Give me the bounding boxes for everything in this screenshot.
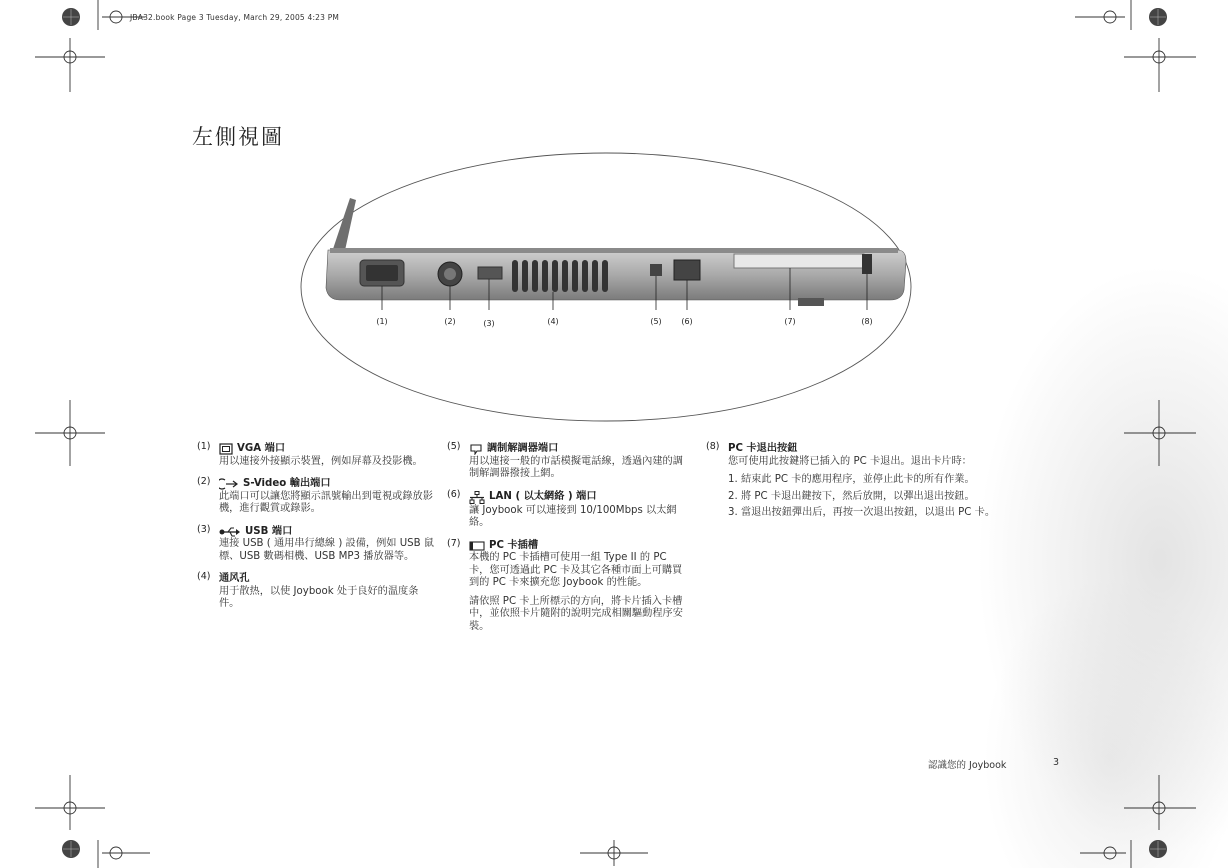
column-2 xyxy=(447,443,687,643)
entry-title: USB 端口 xyxy=(245,525,293,537)
pccard-slot-graphic xyxy=(734,254,864,268)
entry-number: (4) xyxy=(197,571,211,582)
entry-body: 用于散热，以使 Joybook 处于良好的温度条件。 xyxy=(219,585,419,609)
entry-vent xyxy=(197,573,435,611)
usb-port-graphic xyxy=(478,267,502,279)
entry-title: S-Video 輸出端口 xyxy=(243,478,331,489)
entry-body: 用以連接外接顯示裝置，例如屏幕及投影機。 xyxy=(219,455,423,467)
entry-heading xyxy=(469,491,687,505)
svideo-icon xyxy=(219,478,239,490)
entry-heading xyxy=(219,573,435,586)
page-title: 左側視圖 xyxy=(192,125,284,149)
entry-number: (3) xyxy=(197,523,211,535)
laptop-left-side-figure xyxy=(300,150,912,428)
entry-number: (8) xyxy=(706,441,720,452)
entry-title: 通风孔 xyxy=(219,573,250,584)
entry-heading xyxy=(728,443,1031,456)
entry-heading xyxy=(219,478,435,491)
entry-pccard-eject xyxy=(706,443,1031,520)
entry-number: (1) xyxy=(197,441,211,452)
entry-heading xyxy=(219,526,435,539)
list-item: 3. 當退出按鈕彈出后，再按一次退出按鈕，以退出 PC 卡。 xyxy=(728,507,996,518)
entry-number: (6) xyxy=(447,488,461,500)
monitor-icon xyxy=(219,443,233,455)
print-header: JBA32.book Page 3 Tuesday, March 29, 2005 4:23 PM xyxy=(130,13,340,22)
entry-body-paragraph: 本機的 PC 卡插槽可使用一組 Type II 的 PC 卡，您可透過此 PC 卡及其它各種市面上可購買到的 PC 卡來擴充您 Joybook 的性能。 xyxy=(469,552,683,588)
column-1 xyxy=(197,443,435,621)
entry-body-paragraph: 您可使用此按鍵將已插入的 PC 卡退出。退出卡片時： xyxy=(728,455,972,467)
column-3 xyxy=(706,443,1031,530)
callout-2: (2) xyxy=(444,317,456,326)
entry-body xyxy=(469,552,687,633)
entry-body: 連接 USB ( 通用串行總線 ) 設備，例如 USB 鼠標、USB 數碼相機、USB MP3 播放器等。 xyxy=(219,538,435,562)
callout-6: (6) xyxy=(681,317,693,326)
modem-port-graphic xyxy=(650,264,662,276)
entry-modem-port xyxy=(447,443,687,481)
entry-usb-port xyxy=(197,523,435,564)
lan-port-graphic xyxy=(674,260,700,280)
entry-number: (7) xyxy=(447,537,461,549)
eject-steps-list xyxy=(728,474,1031,520)
entry-heading xyxy=(219,443,435,456)
pccard-eject-graphic xyxy=(862,254,872,274)
entry-title: PC 卡插槽 xyxy=(489,539,539,551)
callout-1: (1) xyxy=(376,317,388,326)
entry-body-paragraph: 請依照 PC 卡上所標示的方向，將卡片插入卡槽中，並依照卡片隨附的說明完成相關驅動程序安裝。 xyxy=(469,595,683,632)
list-item: 2. 將 PC 卡退出鍵按下，然后放開，以彈出退出按鈕。 xyxy=(728,490,975,502)
entry-vga-port xyxy=(197,443,435,468)
entry-title: PC 卡退出按鈕 xyxy=(728,443,798,454)
pccard-icon xyxy=(469,541,485,551)
entry-svideo-port xyxy=(197,478,435,516)
phone-icon xyxy=(469,443,483,455)
entry-body xyxy=(728,456,1031,520)
entry-body: 此端口可以讓您將顯示訊號輸出到電視或錄放影機，進行觀賞或錄影。 xyxy=(219,490,433,514)
entry-heading xyxy=(469,540,687,553)
entry-body: 讓 Joybook 可以連接到 10/100Mbps 以太網絡。 xyxy=(469,504,677,528)
callout-5: (5) xyxy=(650,317,662,326)
usb-icon xyxy=(219,526,241,538)
entry-title: VGA 端口 xyxy=(237,443,286,454)
entry-number: (5) xyxy=(447,441,461,452)
footer-chapter-title: 認識您的 Joybook xyxy=(928,760,1007,771)
callout-7: (7) xyxy=(784,317,796,326)
callout-8: (8) xyxy=(861,317,873,326)
entry-title: 調制解調器端口 xyxy=(487,443,559,454)
callout-3: (3) xyxy=(483,319,495,328)
entry-heading xyxy=(469,443,687,456)
list-item: 1. 結束此 PC 卡的應用程序，並停止此卡的所有作業。 xyxy=(728,474,975,485)
entry-pccard-slot xyxy=(447,537,687,634)
page-number: 3 xyxy=(1053,757,1060,768)
entry-number: (2) xyxy=(197,476,211,487)
entry-body: 用以連接一般的市話模擬電話線，透過內建的調制解調器撥接上網。 xyxy=(469,455,683,479)
entry-lan-port xyxy=(447,488,687,530)
network-icon xyxy=(469,491,485,505)
callout-4: (4) xyxy=(547,317,559,326)
entry-title: LAN ( 以太網絡 ) 端口 xyxy=(489,491,597,503)
